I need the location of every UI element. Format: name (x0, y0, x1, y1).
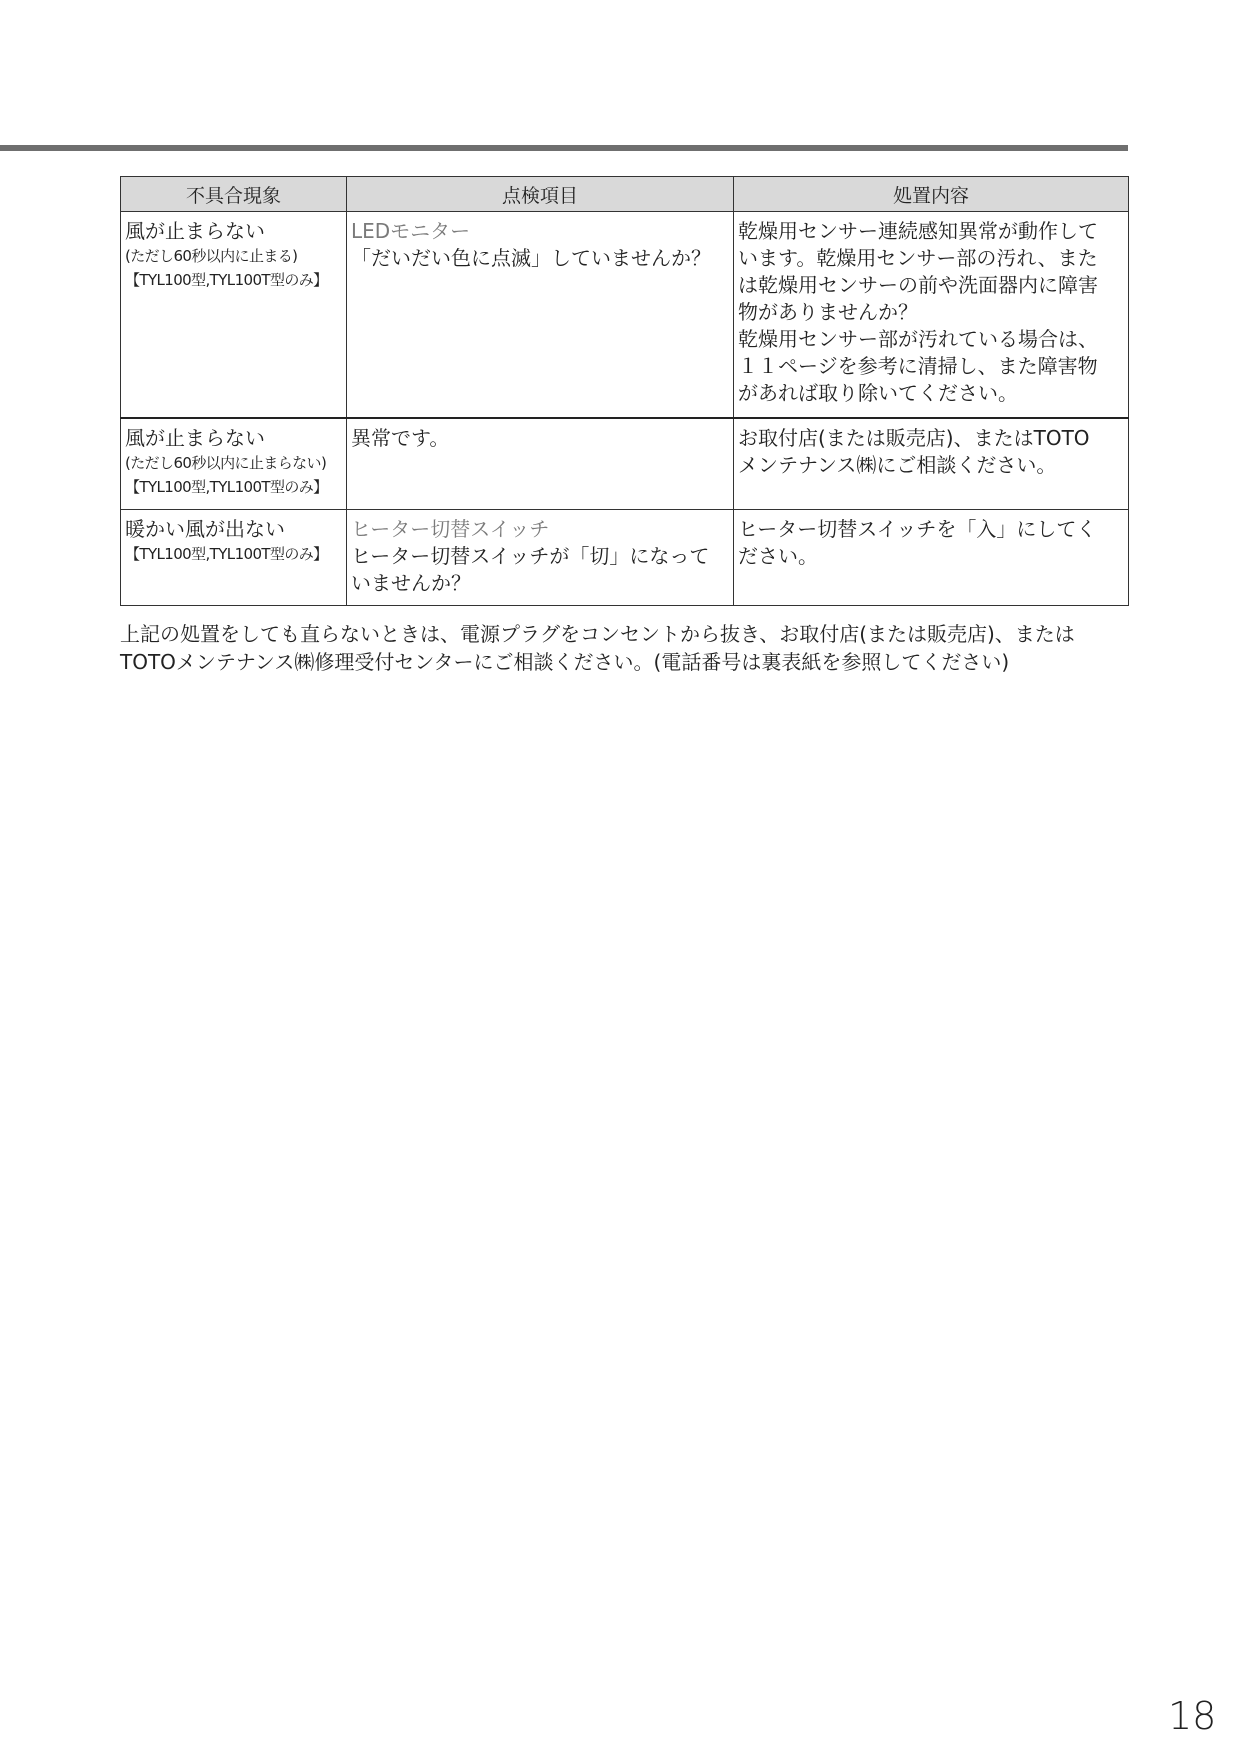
check-title: ヒーター切替スイッチ (351, 517, 550, 541)
action-line: お取付店(または販売店)、またはTOTO (738, 425, 1090, 450)
table-row (121, 418, 1129, 510)
action-line: メンテナンス㈱にご相談ください。 (738, 452, 1057, 477)
action-line: ヒーター切替スイッチを「入」にしてく (738, 517, 1097, 541)
symptom-text: 暖かい風が出ない (125, 517, 285, 541)
check-text: 異常です。 (351, 425, 450, 450)
action-cell (734, 510, 1129, 606)
action-line: １１ページを参考に清掃し、また障害物 (738, 354, 1098, 378)
action-line: があれば取り除いてください。 (738, 381, 1018, 405)
check-text: ヒーター切替スイッチが「切」になって (351, 544, 710, 568)
action-line: 乾燥用センサー連続感知異常が動作して (738, 219, 1098, 243)
action-cell (734, 212, 1129, 418)
symptom-text: 風が止まらない (125, 425, 265, 450)
top-rule (0, 145, 1128, 151)
model-note: 【TYL100型,TYL100T型のみ】 (125, 477, 328, 496)
model-note: 【TYL100型,TYL100T型のみ】 (125, 545, 328, 563)
check-text: いませんか？ (351, 571, 471, 595)
footer-line: TOTOメンテナンス㈱修理受付センターにご相談ください。(電話番号は裏表紙を参照してください) (120, 650, 1010, 674)
table-row (121, 510, 1129, 606)
symptom-text: 風が止まらない (125, 219, 265, 243)
check-cell (347, 418, 734, 510)
action-line: ださい。 (738, 544, 818, 568)
header-symptom: 不具合現象 (121, 177, 347, 212)
check-title: LEDモニター (351, 219, 471, 243)
table-row (121, 212, 1129, 418)
symptom-note: (ただし60秒以内に止まらない) (125, 453, 327, 472)
troubleshooting-table (120, 176, 1129, 606)
symptom-cell (121, 418, 347, 510)
symptom-cell (121, 212, 347, 418)
action-line: います。乾燥用センサー部の汚れ、また (738, 246, 1098, 270)
action-line: 物がありませんか？ (738, 300, 918, 324)
check-cell (347, 510, 734, 606)
symptom-cell (121, 510, 347, 606)
footer-line: 上記の処置をしても直らないときは、電源プラグをコンセントから抜き、お取付店(または販売店)、または (120, 622, 1075, 646)
header-check-item: 点検項目 (347, 177, 734, 212)
action-line: は乾燥用センサーの前や洗面器内に障害 (738, 273, 1098, 297)
check-cell (347, 212, 734, 418)
check-text: 「だいだい色に点滅」していませんか？ (351, 246, 711, 270)
action-cell (734, 418, 1129, 510)
model-note: 【TYL100型,TYL100T型のみ】 (125, 271, 328, 289)
page-number: 18 (1168, 1694, 1217, 1738)
header-action: 処置内容 (734, 177, 1129, 212)
symptom-note: (ただし60秒以内に止まる) (125, 247, 298, 265)
action-line: 乾燥用センサー部が汚れている場合は、 (738, 327, 1098, 351)
table-header-row (121, 177, 1129, 212)
footer-note (120, 620, 1130, 676)
